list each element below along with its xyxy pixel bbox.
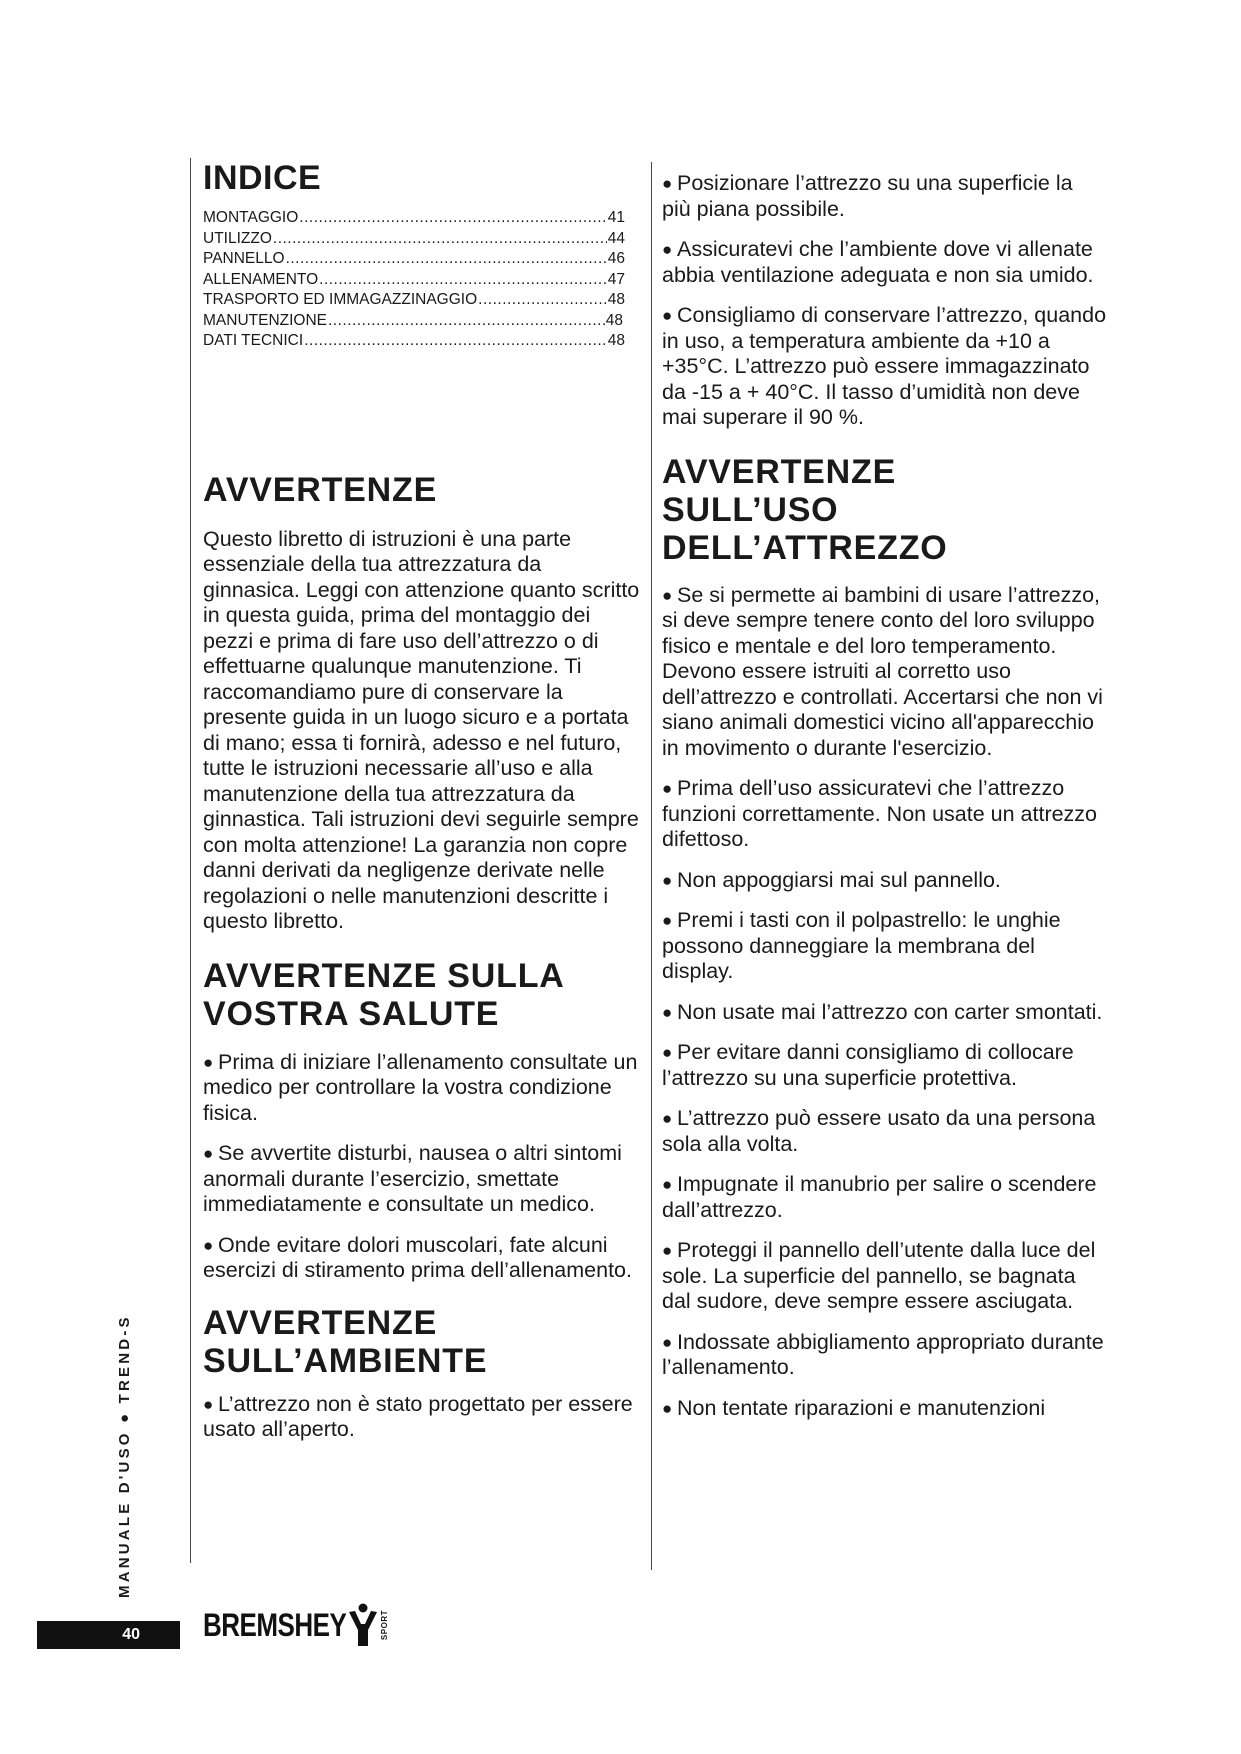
toc-leader: [328, 311, 605, 332]
ambiente-bullet: ● Posizionare l’attrezzo su una superficie la più piana possibile.: [662, 171, 1107, 222]
uso-heading-line2: SULL’USO: [662, 490, 839, 529]
index-title: INDICE: [203, 159, 322, 197]
page-number-box: [37, 1621, 180, 1649]
toc-page: 48: [607, 332, 625, 349]
toc-page: 48: [607, 291, 625, 308]
uso-bullet: ● Indossate abbigliamento appropriato durante l’allenamento.: [662, 1330, 1107, 1381]
toc-label: PANNELLO: [203, 250, 285, 267]
toc-leader: [304, 331, 607, 352]
brand-logo: [203, 1600, 389, 1650]
left-column: [203, 158, 643, 1458]
toc-entry[interactable]: [203, 229, 625, 250]
table-of-contents: [203, 208, 625, 352]
toc-entry[interactable]: [203, 249, 625, 270]
uso-bullet: ● Per evitare danni consigliamo di collocare l’attrezzo su una superficie protettiva.: [662, 1040, 1107, 1091]
ambiente-bullet: ● L’attrezzo non è stato progettato per essere usato all’aperto.: [203, 1392, 643, 1443]
toc-entry[interactable]: [203, 270, 625, 291]
column-divider-right: [651, 162, 652, 1570]
avvertenze-heading: AVVERTENZE: [203, 470, 438, 509]
brand-figure-icon: [347, 1602, 379, 1648]
toc-page: 47: [607, 270, 625, 288]
salute-bullet: ● Onde evitare dolori muscolari, fate alcuni esercizi di stiramento prima dell’allenamento.: [203, 1233, 643, 1284]
uso-list: [662, 583, 1107, 1422]
toc-label: MONTAGGIO: [203, 209, 299, 226]
ambiente-heading-line2: SULL’AMBIENTE: [203, 1341, 488, 1380]
column-divider-left: [190, 158, 191, 1563]
right-column: [662, 171, 1107, 1421]
uso-bullet: ● Proteggi il pannello dell’utente dalla luce del sole. La superficie del pannello, se bagnata dal sudore, deve sempre essere asciugata.: [662, 1238, 1107, 1315]
uso-heading-line3: DELL’ATTREZZO: [662, 528, 948, 567]
toc-label: MANUTENZIONE: [203, 311, 327, 329]
uso-bullet: ● Non tentate riparazioni e manutenzioni: [662, 1396, 1107, 1422]
ambiente-bullet: ● Assicuratevi che l’ambiente dove vi allenate abbia ventilazione adeguata e non sia umido.: [662, 237, 1107, 288]
toc-page: 41: [607, 209, 625, 226]
toc-page: 44: [607, 229, 625, 247]
salute-bullet: ● Prima di iniziare l’allenamento consultate un medico per controllare la vostra condizione fisica.: [203, 1050, 643, 1127]
salute-bullet: ● Se avvertite disturbi, nausea o altri sintomi anormali durante l’esercizio, smettate immediatamente e consultate un medico.: [203, 1141, 643, 1218]
uso-bullet: ● L’attrezzo può essere usato da una persona sola alla volta.: [662, 1106, 1107, 1157]
toc-leader: [478, 290, 607, 311]
salute-heading: [203, 957, 643, 1033]
toc-leader: [286, 249, 607, 270]
manual-side-label: MANUALE D'USO ● TREND-S: [116, 1314, 133, 1598]
brand-sub: SPORT: [380, 1609, 390, 1641]
avvertenze-body: Questo libretto di istruzioni è una parte essenziale della tua attrezzatura da ginnasica. Leggi con attenzione quanto scritto in questa guida, prima del montaggio dei pezzi e prima di fare uso dell’attrezzo o di effettuarne qualunque manutenzione. Ti raccomandiamo pure di conservare la presente guida in un luogo sicuro e a portata di mano; essa ti fornirà, adesso e nel futuro, tutte le istruzioni necessarie all’uso e alla manutenzione della tua attrezzatura da ginnastica. Tali istruzioni devi seguirle sempre con molta attenzione! La garanzia non copre danni derivati da negligenze derivate nelle regolazioni o nelle manutenzioni descritte i questo libretto.: [203, 526, 640, 933]
uso-bullet: ● Prima dell’uso assicuratevi che l’attrezzo funzioni correttamente. Non usate un attrezzo difettoso.: [662, 776, 1107, 853]
toc-entry[interactable]: [203, 290, 625, 311]
uso-heading-line1: AVVERTENZE: [662, 452, 897, 491]
toc-label: DATI TECNICI: [203, 332, 304, 349]
salute-heading-line2: VOSTRA SALUTE: [203, 994, 500, 1033]
page-number: 40: [122, 1626, 140, 1643]
brand-wordmark: BREMSHEY: [203, 1605, 347, 1644]
toc-entry[interactable]: [203, 311, 623, 332]
ambiente-bullet: ● Consigliamo di conservare l’attrezzo, quando in uso, a temperatura ambiente da +10 a +35°C. L’attrezzo può essere immagazzinato da -15 a + 40°C. Il tasso d’umidità non deve mai superare il 90 %.: [662, 303, 1107, 431]
salute-list: [203, 1050, 643, 1284]
uso-heading: [662, 453, 1107, 567]
uso-bullet: ● Se si permette ai bambini di usare l’attrezzo, si deve sempre tenere conto del loro sviluppo fisico e mentale e del loro temperamento. Devono essere istruiti al corretto uso dell’attrezzo e controllati. Accertarsi che non vi siano animali domestici vicino all'apparecchio in movimento o durante l'esercizio.: [662, 583, 1107, 762]
salute-heading-line1: AVVERTENZE SULLA: [203, 956, 565, 995]
uso-bullet: ● Non usate mai l’attrezzo con carter smontati.: [662, 1000, 1107, 1026]
ambiente-heading-line1: AVVERTENZE: [203, 1303, 438, 1342]
toc-page: 46: [607, 250, 625, 267]
uso-bullet: ● Non appoggiarsi mai sul pannello.: [662, 868, 1107, 894]
toc-label: ALLENAMENTO: [203, 270, 319, 288]
toc-entry[interactable]: [203, 208, 625, 229]
ambiente-heading: [203, 1304, 643, 1380]
toc-leader: [299, 208, 606, 229]
toc-leader: [273, 229, 607, 250]
toc-label: TRASPORTO ED IMMAGAZZINAGGIO: [203, 291, 478, 308]
toc-entry[interactable]: [203, 331, 625, 352]
uso-bullet: ● Premi i tasti con il polpastrello: le unghie possono danneggiare la membrana del display.: [662, 908, 1107, 985]
uso-bullet: ● Impugnate il manubrio per salire o scendere dall’attrezzo.: [662, 1172, 1107, 1223]
toc-leader: [319, 270, 607, 291]
toc-page: 48: [605, 311, 623, 329]
toc-label: UTILIZZO: [203, 229, 272, 247]
